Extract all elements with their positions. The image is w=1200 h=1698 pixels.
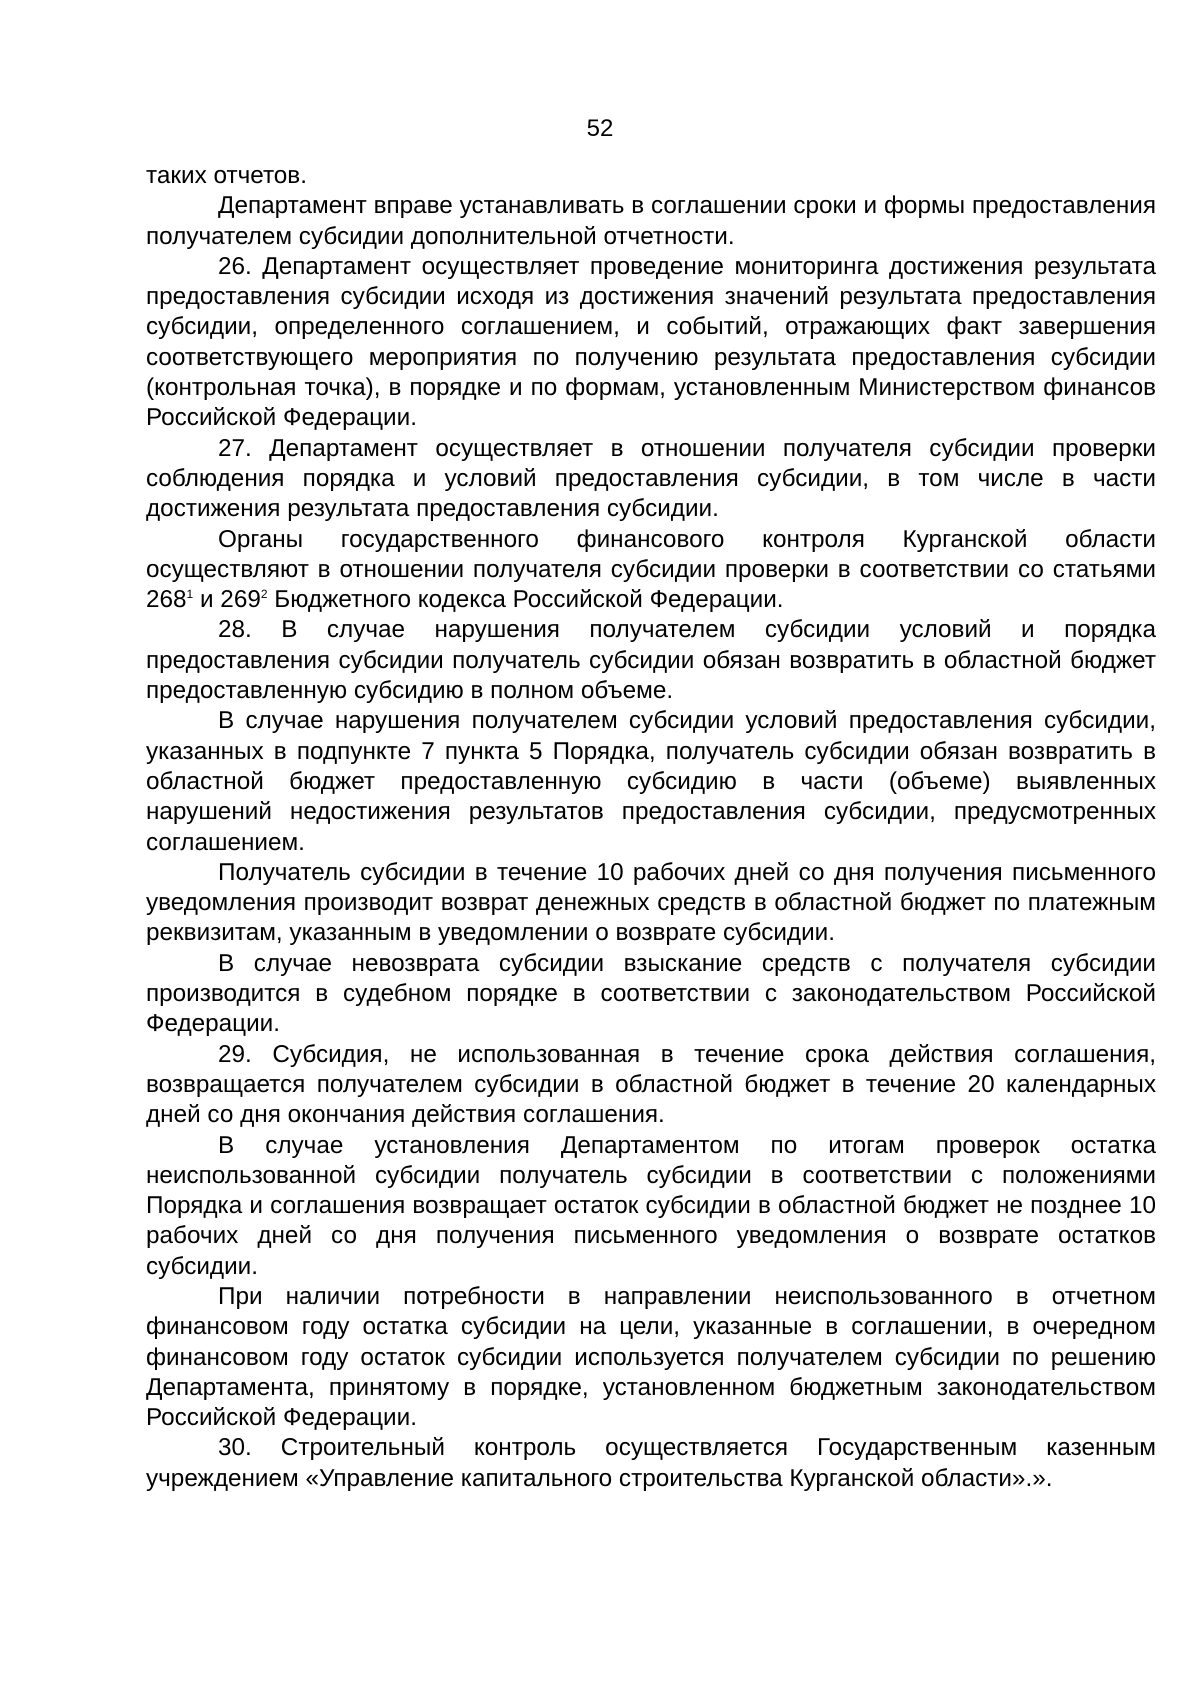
paragraph-unused-balance: В случае установления Департаментом по итогам проверок остатка неиспользованной субсидии получатель субсидии в соответствии с положениями Порядка и соглашения возвращает остаток субсидии в областной бюджет не позднее 10 рабочих дней со дня получения письменного уведомления о возврате остатков субсидии. — [146, 1131, 1156, 1280]
paragraph-clause-26: 26. Департамент осуществляет проведение мониторинга достижения результата предоставления субсидии исходя из достижения значений результата предоставления субсидии, определенного соглашением, и событий, отражающих факт завершения соответствующего мероприятия по получению результата предоставления субсидии (контрольная точка), в порядке и по формам, установленным Министерством финансов Российской Федерации. — [146, 252, 1156, 432]
paragraph-balance-use: При наличии потребности в направлении неиспользованного в отчетном финансовом году остатка субсидии на цели, указанные в соглашении, в очередном финансовом году остаток субсидии используется получателем субсидии по решению Департамента, принятому в порядке, установленном бюджетным законодательством Российской Федерации. — [146, 1282, 1156, 1432]
paragraph-clause-27: 27. Департамент осуществляет в отношении получателя субсидии проверки соблюдения порядка и условий предоставления субсидии, в том числе в части достижения результата предоставления субсидии. — [146, 434, 1156, 523]
paragraph-continuation: таких отчетов. — [146, 162, 307, 189]
paragraph-judicial-recovery: В случае невозврата субсидии взыскание средств с получателя субсидии производится в судебном порядке в соответствии с законодательством Российской Федерации. — [146, 949, 1156, 1038]
paragraph-financial-control — [146, 525, 1156, 616]
page-number: 52 — [586, 115, 614, 142]
paragraph-clause-29: 29. Субсидия, не использованная в течение срока действия соглашения, возвращается получателем субсидии в областной бюджет в течение 20 календарных дней со дня окончания действия соглашения. — [146, 1040, 1156, 1129]
footnote-superscript-2: 2 — [260, 587, 268, 602]
paragraph-financial-control-text-b: и 269 — [193, 586, 261, 614]
paragraph-partial-return: В случае нарушения получателем субсидии условий предоставления субсидии, указанных в подпункте 7 пункта 5 Порядка, получатель субсидии обязан возвратить в областной бюджет предоставленную субсидию в части (объеме) выявленных нарушений недостижения результатов предоставления субсидии, предусмотренных соглашением. — [146, 707, 1156, 856]
paragraph-clause-28: 28. В случае нарушения получателем субсидии условий и порядка предоставления субсидии получатель субсидии обязан возвратить в областной бюджет предоставленную субсидию в полном объеме. — [146, 616, 1156, 705]
document-body — [146, 161, 1156, 1494]
paragraph-return-deadline: Получатель субсидии в течение 10 рабочих дней со дня получения письменного уведомления производит возврат денежных средств в областной бюджет по платежным реквизитам, указанным в уведомлении о возврате субсидии. — [146, 858, 1156, 947]
paragraph-financial-control-text-a: Органы государственного финансового контроля Курганской области осуществляют в отношении получателя субсидии проверки в соответствии со статьями 268 — [146, 525, 1156, 614]
footnote-superscript-1: 1 — [186, 587, 194, 602]
paragraph-clause-30: 30. Строительный контроль осуществляется Государственным казенным учреждением «Управление капитального строительства Курганской области».». — [146, 1434, 1156, 1492]
paragraph-financial-control-text-c: Бюджетного кодекса Российской Федерации. — [267, 586, 784, 614]
paragraph-reporting: Департамент вправе устанавливать в соглашении сроки и формы предоставления получателем субсидии дополнительной отчетности. — [146, 192, 1156, 250]
